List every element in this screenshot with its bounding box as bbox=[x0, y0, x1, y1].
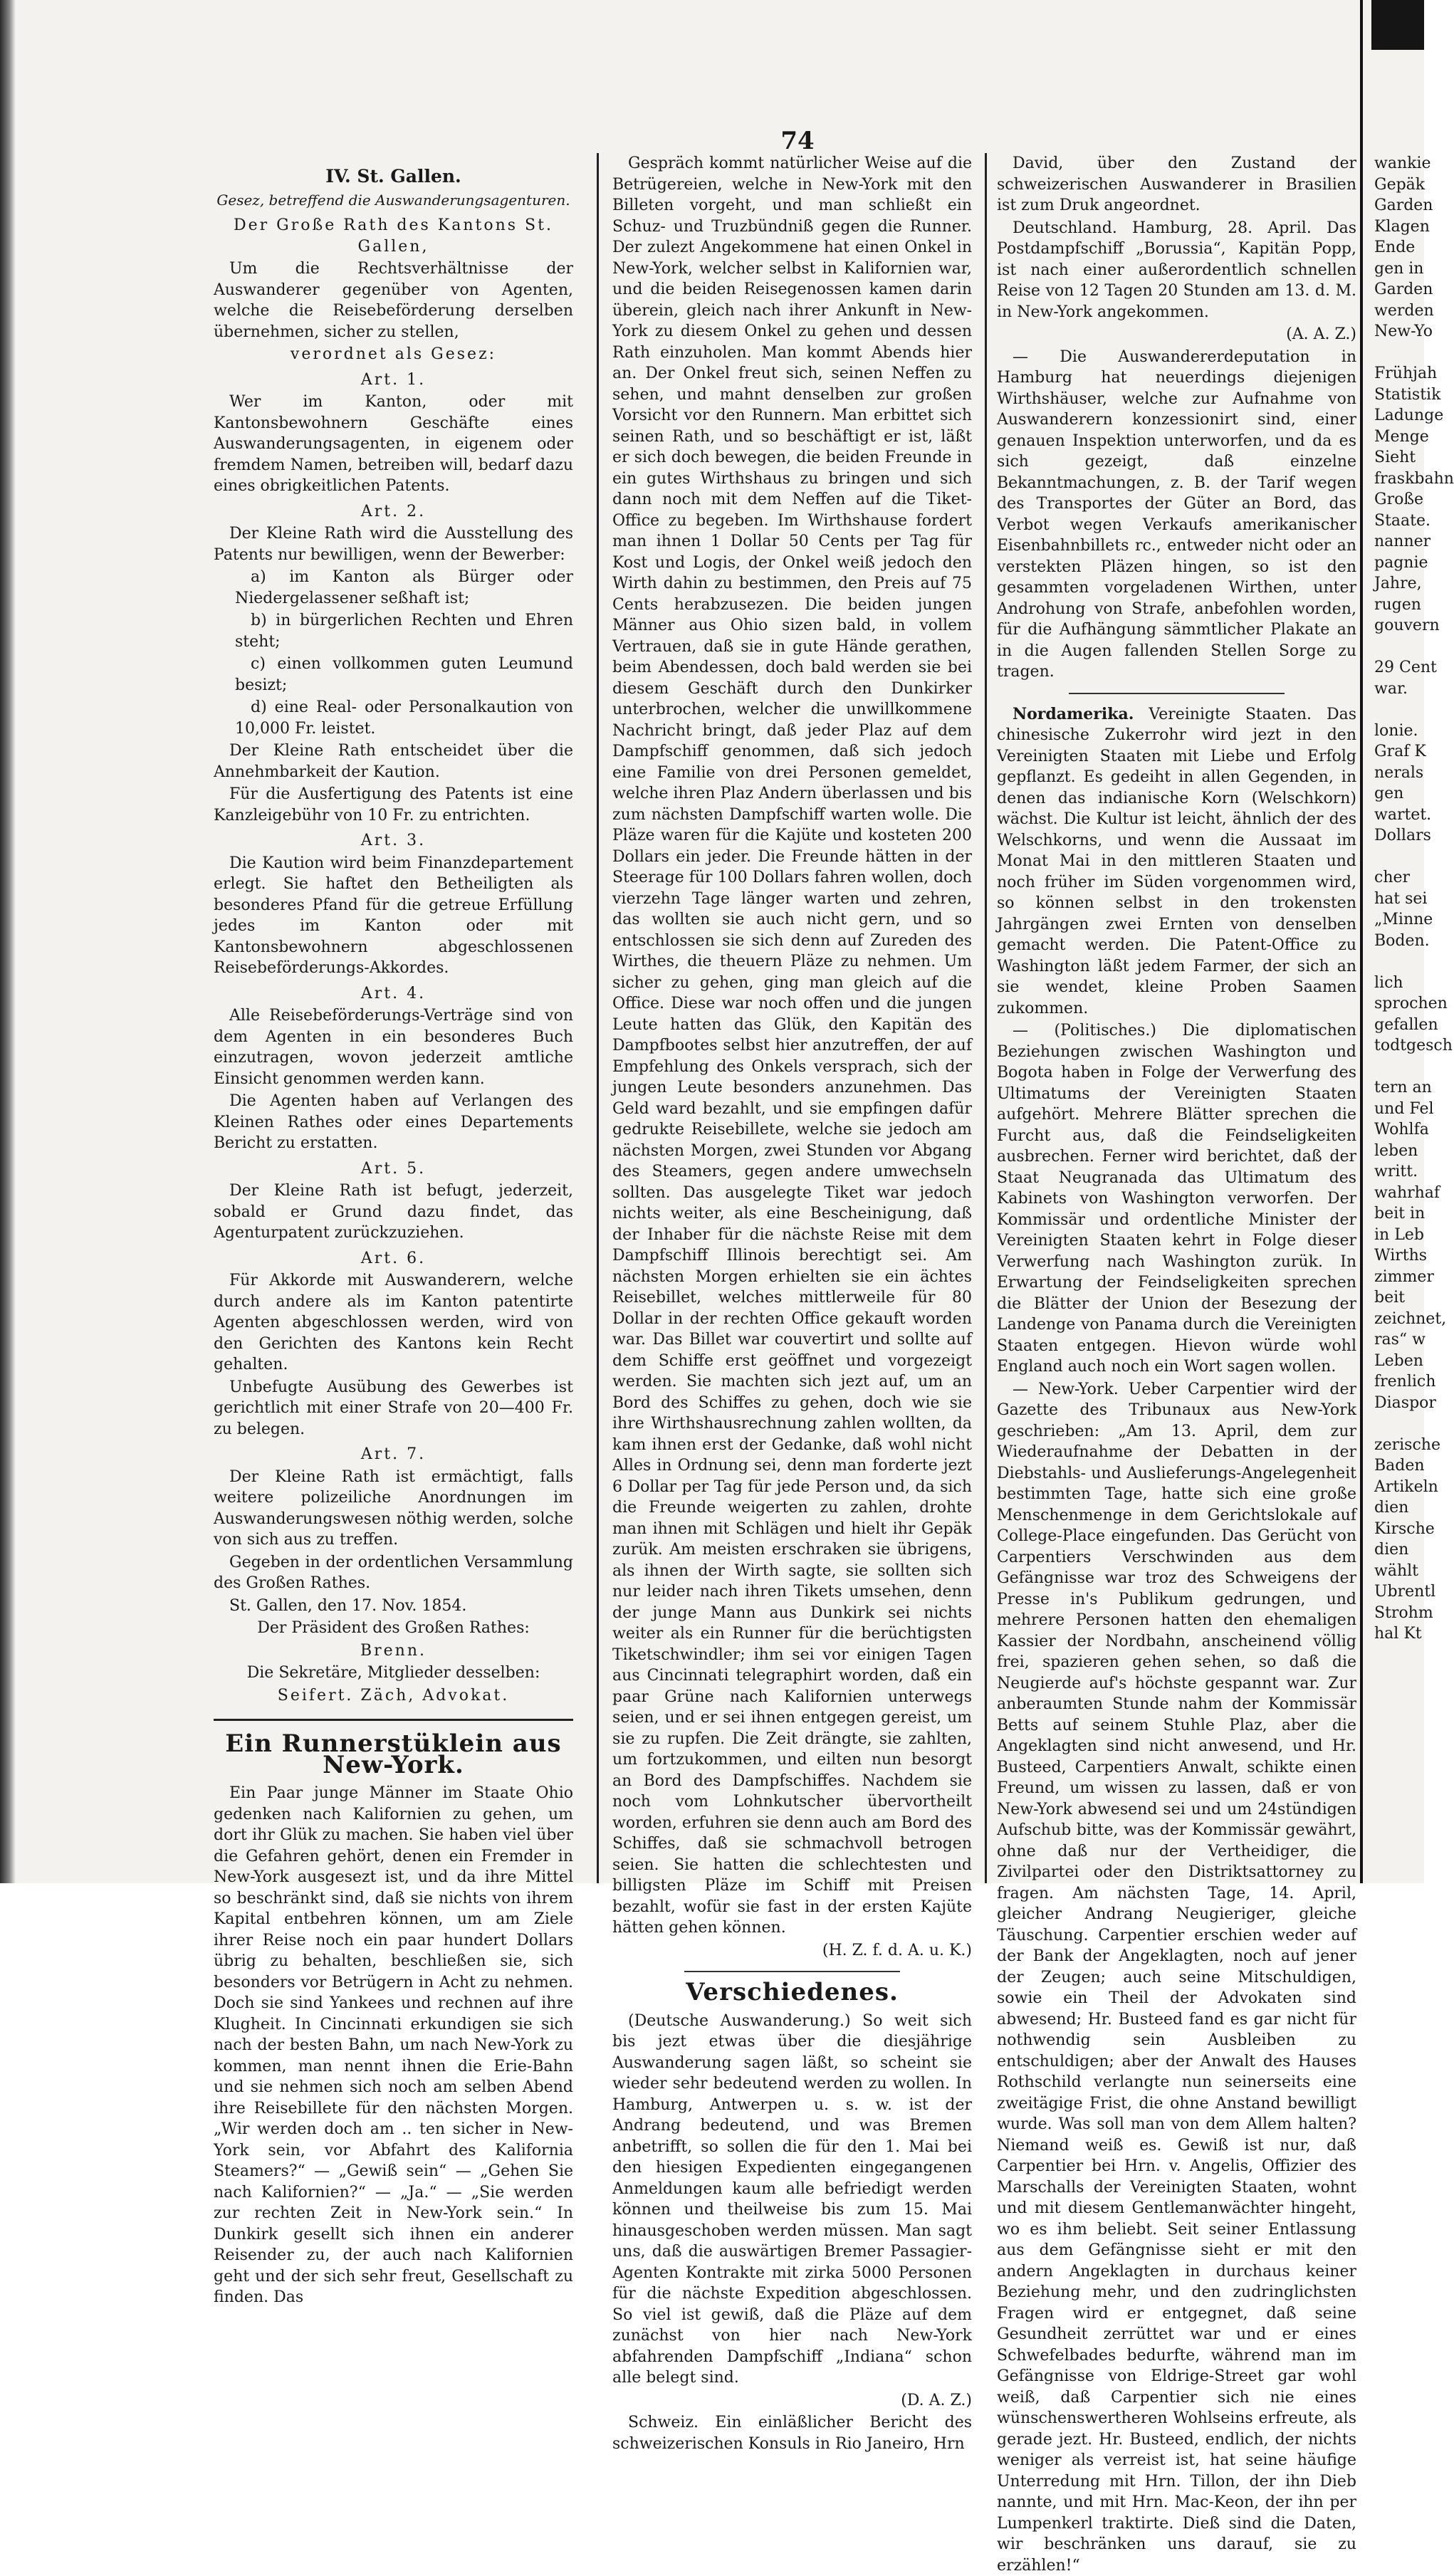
section-divider bbox=[1069, 693, 1285, 694]
edge-line: zeichnet, bbox=[1374, 1309, 1424, 1330]
edge-line: Artikeln bbox=[1374, 1477, 1424, 1498]
edge-line: Menge bbox=[1374, 426, 1424, 448]
edge-line: Gepäk bbox=[1374, 174, 1424, 196]
edge-line bbox=[1374, 637, 1424, 658]
edge-line: New-Yo bbox=[1374, 321, 1424, 342]
list-item: a) im Kanton als Bürger oder Niedergelassener seßhaft ist; bbox=[214, 567, 573, 609]
edge-line: in Leb bbox=[1374, 1225, 1424, 1246]
list-item: c) einen vollkommen guten Leumund besizt; bbox=[214, 654, 573, 696]
edge-line: wahrhaf bbox=[1374, 1183, 1424, 1204]
article-text: Der Kleine Rath entscheidet über die Annehmbarkeit der Kaution. bbox=[214, 740, 573, 782]
law-subtitle: Gesez, betreffend die Auswanderungsagenturen. bbox=[214, 190, 573, 211]
column-3 bbox=[997, 153, 1356, 1883]
news-lead: Nordamerika. bbox=[1013, 705, 1134, 723]
page-gutter-line bbox=[1360, 0, 1363, 1883]
news-paragraph: (Deutsche Auswanderung.) So weit sich bis jezt etwas über die diesjährige Auswanderung sagen läßt, so scheint sie wieder sehr bedeutend werden zu wollen. In Hamburg, Antwerpen u. s. w. ist der Andrang bedeutend, und was Bremen anbetrifft, so sollen die für den 1. Mai bei den hiesigen Expedienten eingegangenen Anmeldungen kaum alle befriedigt werden können und theilweise bis zum 15. Mai hinausgeschoben werden müssen. Man sagt uns, daß die auswärtigen Bremer Passagier-Agenten Kontrakte mit zirka 5000 Personen für die nächste Expedition abgeschlossen. So viel ist gewiß, daß die Pläze auf dem zunächst von hier nach New-York abfahrenden Dampfschiff „Indiana“ schon alle belegt sind. bbox=[612, 2011, 972, 2389]
edge-line: wählt bbox=[1374, 1561, 1424, 1582]
article-heading: Art. 2. bbox=[214, 501, 573, 523]
edge-line: und Fel bbox=[1374, 1099, 1424, 1120]
news-paragraph: — Die Auswandererdeputation in Hamburg hat neuerdings diejenigen Wirthshäuser, welche zur Aufnahme von Auswanderern konzessionirt sind, einer genauen Inspektion unterworfen, und da es sich gezeigt, daß einzelne Bekanntmachungen, z. B. der Tarif wegen des Transportes der Güter an Bord, das Verbot wegen Verkaufs amerikanischer Eisenbahnbillets rc., entweder nicht oder an verstekten Pläzen hingen, so ist den gesammten vorgeladenen Wirthen, unter Androhung von Strafe, anbefohlen worden, für die Aufhängung sämmtlicher Plakate an in die Augen fallenden Stellen Sorge zu tragen. bbox=[997, 347, 1356, 683]
edge-line: pagnie bbox=[1374, 553, 1424, 574]
story-paragraph: Gespräch kommt natürlicher Weise auf die Betrügereien, welche in New-York mit den Billeten vorgeht, und man schließt ein Schuz- und Truzbündniß gegen die Runner. Der zulezt Angekommene hat einen Onkel in New-York, welcher selbst in Kalifornien war, und die beiden Reisegenossen kamen darin überein, gleich nach ihrer Ankunft in New-York zu diesem Onkel zu gehen und dessen Rath einzuholen. Man kommt Abends hier an. Der Onkel freut sich, seinen Neffen zu sehen, und mahnt denselben zur großen Vorsicht vor den Runnern. Man erbittet sich seinen Rath, und so beschäftigt er ist, läßt er sich doch bewegen, die beiden Freunde in ein gutes Wirthshaus zu bringen und sich dann noch mit dem Neffen auf die Tiket-Office zu begeben. Im Wirthshause fordert man ihnen 1 Dollar 50 Cents per Tag für Kost und Logis, der Onkel weiß jedoch den Wirth dahin zu bestimmen, den Preis auf 75 Cents herabzusezen. Die beiden jungen Männer aus Ohio sizen bald, in vollem Vertrauen, daß sie in gute Hände gerathen, beim Abendessen, doch bald werden sie bei diesem Geschäft durch den Dunkirker unterbrochen, welcher die unwillkommene Nachricht bringt, daß jeder Plaz auf dem Dampfschiff genommen, daß sich jedoch eine Familie von drei Personen gemeldet, welche ihren Plaz Andern überlassen und bis zum nächsten Dampfschiff warten wolle. Die Pläze waren für die Kajüte und kosteten 200 Dollars ein jeder. Die Freunde hätten in der Steerage für 100 Dollars fahren wollen, doch vierzehn Tage länger warten und zehren, das wollten sie auch nicht gern, und so entschlossen sie sich denn auf Zureden des Wirthes, die theuern Pläze zu nehmen. Um sicher zu gehen, ging man gleich auf die Office. Diese war noch offen und die jungen Leute hatten das Glük, den Kapitän des Dampfbootes selbst hier anzutreffen, der auf Empfehlung des Onkels versprach, sich der jungen Leute besonders anzunehmen. Das Geld ward bezahlt, und sie empfingen dafür gedrukte Reisebillete, welche sie jedoch am nächsten Morgen, zwei Stunden vor Abgang des Steamers, gegen andere umwechseln sollten. Das ausgelegte Tiket war jedoch nichts weiter, als eine Bescheinigung, daß der Inhaber für die nächste Reise mit dem Dampfschiff Illinois berechtigt sei. Am nächsten Morgen erhielten sie ein ächtes Reisebillet, welches mittlerweile für 80 Dollar in der rechten Office gekauft worden war. Das Billet war couvertirt und sollte auf dem Schiffe erst geöffnet und vorgezeigt werden. Sie machten sich jezt auf, um an Bord des Schiffes zu gehen, doch wie sie ihre Wirthshausrechnung zahlen wollten, da kam ihnen erst der Gedanke, daß wohl nicht Alles in Ordnung sei, denn man forderte jezt 6 Dollar per Tag für jede Person und, da sich die Freunde weigerten zu zahlen, drohte man ihnen mit Schlägen und hielt ihr Gepäk zurük. Am meisten erschraken sie übrigens, als ihnen der Wirth sagte, sie sollten sich nur leider nach ihren Tikets umsehen, denn der junge Mann aus Dunkirk sei nichts weiter als ein Runner für die berüchtigsten Tiketschwindler; ihm sei vor einigen Tagen aus Cincinnati telegraphirt worden, daß ein paar Grüne nach Kalifornien unterwegs seien, und er sei ihnen entgegen gereist, um sie zu rupfen. Die Zeit drängte, sie zahlten, um fortzukommen, und eilten nun besorgt an Bord des Dampfschiffes. Nachdem sie noch vom Lohnkutscher übervortheilt worden, erfuhren sie denn auch am Bord des Schiffes, daß sie schmachvoll betrogen seien. Sie hatten die schlechtesten und billigsten Pläze im Schiff mit Preisen bezahlt, wofür sie fast in der ersten Kajüte hätten gehen können. bbox=[612, 153, 972, 1939]
dateline: St. Gallen, den 17. Nov. 1854. bbox=[214, 1596, 573, 1617]
article-text: Der Kleine Rath ist befugt, jederzeit, sobald er Grund dazu findet, das Agenturpatent zurückzuziehen. bbox=[214, 1180, 573, 1244]
decree-line: verordnet als Gesez: bbox=[214, 344, 573, 365]
edge-line: ras“ w bbox=[1374, 1329, 1424, 1351]
edge-line: lich bbox=[1374, 973, 1424, 994]
preamble: Um die Rechtsverhältnisse der Auswanderer gegenüber von Agenten, welche die Reisebeförderung derselben übernehmen, sicher zu stellen, bbox=[214, 258, 573, 342]
news-sublead: Vereinigte Staaten. bbox=[1149, 706, 1312, 723]
article-text: Alle Reisebeförderungs-Verträge sind von dem Agenten in ein besonderes Buch einzutragen, wovon jederzeit amtliche Einsicht genommen werden kann. bbox=[214, 1005, 573, 1089]
edge-line: „Minne bbox=[1374, 909, 1424, 931]
edge-line: zimmer bbox=[1374, 1267, 1424, 1288]
edge-line: cher bbox=[1374, 867, 1424, 889]
article-text: Der Kleine Rath wird die Ausstellung des Patents nur bewilligen, wenn der Bewerber: bbox=[214, 523, 573, 565]
edge-line bbox=[1374, 342, 1424, 364]
column-rule bbox=[597, 153, 599, 1883]
edge-line: fraskbahn bbox=[1374, 468, 1424, 490]
edge-line: beit bbox=[1374, 1287, 1424, 1309]
column-rule bbox=[985, 153, 987, 1883]
news-body: Das chinesische Zukerrohr wird jezt in den Vereinigten Staaten mit Liebe und Erfolg gepflanzt. Es gedeiht in allen Gegenden, in denen das indianische Korn (Welschkorn) wächst. Die Kultur ist leicht, ähnlich der des Welschkorns, und wenn die Aussaat im Monat Mai in den mittleren Staaten und noch früher im Süden vorgenommen wird, so können selbst in den trokensten Jahrgängen zwei Ernten von denselben gemacht werden. Die Patent-Office zu Washington läßt jedem Farmer, der sich an sie wendet, kleine Proben Saamen zukommen. bbox=[997, 706, 1356, 1017]
edge-line: Kirsche bbox=[1374, 1519, 1424, 1540]
edge-line: gefallen bbox=[1374, 1015, 1424, 1036]
source-citation: (H. Z. f. d. A. u. K.) bbox=[612, 1940, 972, 1962]
edge-line: wartet. bbox=[1374, 805, 1424, 826]
edge-line: Sieht bbox=[1374, 447, 1424, 468]
edge-line: Graf K bbox=[1374, 741, 1424, 763]
edge-line: Frühjah bbox=[1374, 363, 1424, 384]
edge-line: Garden bbox=[1374, 279, 1424, 300]
article-heading: Art. 4. bbox=[214, 983, 573, 1005]
edge-line: 29 Cent bbox=[1374, 657, 1424, 679]
section-divider bbox=[684, 1971, 900, 1972]
source-citation: (D. A. Z.) bbox=[612, 2390, 972, 2412]
edge-line: nerals bbox=[1374, 763, 1424, 784]
edge-line: gouvern bbox=[1374, 615, 1424, 637]
article-text: Für Akkorde mit Auswanderern, welche durch andere als im Kanton patentirte Agenten abgeschlossen werden, wird von den Gerichten des Kantons kein Recht gehalten. bbox=[214, 1270, 573, 1376]
news-paragraph: David, über den Zustand der schweizerischen Auswanderer in Brasilien ist zum Druk angeordnet. bbox=[997, 153, 1356, 216]
edge-line: tern an bbox=[1374, 1077, 1424, 1099]
edge-line: Leben bbox=[1374, 1351, 1424, 1372]
edge-line bbox=[1374, 951, 1424, 973]
story-paragraph: Ein Paar junge Männer im Staate Ohio gedenken nach Kalifornien zu gehen, um dort ihr Glük zu machen. Sie haben viel über die Gefahren gehört, denen ein Fremder in New-York ausgesezt ist, und da ihre Mittel so beschränkt sind, daß sie nichts von ihrem Kapital entbehren können, um am Ziele ihrer Reise noch ein paar hundert Dollars übrig zu behalten, beschließen sie, sich besonders vor Betrügern in Acht zu nehmen. Doch sie sind Yankees und rechnen auf ihre Klugheit. In Cincinnati erkundigen sie sich nach der besten Bahn, um nach New-York zu kommen, man nennt ihnen die Erie-Bahn und sie nehmen sich noch am selben Abend ihre Reisebillete für den nächsten Morgen. „Wir werden doch am .. ten sicher in New-York sein, vor Abfahrt des Kalifornia Steamers?“ — „Gewiß sein“ — „Gehen Sie nach Kalifornien?“ — „Ja.“ — „Sie werden zur rechten Zeit in New-York sein.“ In Dunkirk gesellt sich ihnen ein anderer Reisender zu, der auch nach Kalifornien geht und der sich sehr freut, Gesellschaft zu finden. Das bbox=[214, 1783, 573, 2308]
article-heading: Art. 6. bbox=[214, 1248, 573, 1269]
secretaries-label: Die Sekretäre, Mitglieder desselben: bbox=[214, 1663, 573, 1684]
section-title-st-gallen: IV. St. Gallen. bbox=[214, 166, 573, 187]
article-heading: Art. 3. bbox=[214, 830, 573, 852]
edge-line: lonie. bbox=[1374, 721, 1424, 742]
article-text: Die Agenten haben auf Verlangen des Kleinen Rathes oder eines Departements Bericht zu erstatten. bbox=[214, 1091, 573, 1154]
president-label: Der Präsident des Großen Rathes: bbox=[214, 1618, 573, 1639]
edge-line: gen in bbox=[1374, 258, 1424, 280]
edge-line: hat sei bbox=[1374, 889, 1424, 910]
edge-line: war. bbox=[1374, 679, 1424, 700]
edge-line: Jahre, bbox=[1374, 573, 1424, 595]
edge-line: Strohm bbox=[1374, 1603, 1424, 1624]
source-citation: (A. A. Z.) bbox=[997, 324, 1356, 345]
edge-line: Ladunge bbox=[1374, 405, 1424, 426]
edge-line: Wohlfa bbox=[1374, 1119, 1424, 1141]
edge-line bbox=[1374, 1413, 1424, 1435]
article-heading: Art. 7. bbox=[214, 1444, 573, 1465]
edge-line: frenlich bbox=[1374, 1371, 1424, 1393]
council-heading: Der Große Rath des Kantons St. Gallen, bbox=[214, 215, 573, 257]
page-corner-mark bbox=[1371, 0, 1424, 50]
article-text: Die Kaution wird beim Finanzdepartement erlegt. Sie haftet den Betheiligten als besonderes Pfand für die getreue Erfüllung jedes im Kanton oder mit Kantonsbewohnern abgeschlossenen Reisebeförderungs-Akkordes. bbox=[214, 853, 573, 979]
binding-edge bbox=[0, 0, 16, 1883]
edge-line: Statistik bbox=[1374, 384, 1424, 406]
article-text: Für die Ausfertigung des Patents ist eine Kanzleigebühr von 10 Fr. zu entrichten. bbox=[214, 784, 573, 826]
article-text: Unbefugte Ausübung des Gewerbes ist gerichtlich mit einer Strafe von 20—400 Fr. zu belegen. bbox=[214, 1377, 573, 1440]
secretaries-names: Seifert. Zäch, Advokat. bbox=[214, 1685, 573, 1707]
edge-line bbox=[1374, 1057, 1424, 1078]
list-item: b) in bürgerlichen Rechten und Ehren steht; bbox=[214, 610, 573, 652]
edge-line: hal Kt bbox=[1374, 1623, 1424, 1645]
article-text: Gegeben in der ordentlichen Versammlung des Großen Rathes. bbox=[214, 1552, 573, 1594]
adjacent-page-fragment bbox=[1374, 153, 1424, 1883]
edge-line: beit in bbox=[1374, 1203, 1424, 1225]
edge-line: Klagen bbox=[1374, 216, 1424, 238]
edge-line: Wirths bbox=[1374, 1245, 1424, 1267]
story-headline: Ein Runnerstüklein aus New-York. bbox=[214, 1734, 573, 1776]
page-number: 74 bbox=[776, 127, 819, 155]
article-text: Der Kleine Rath ist ermächtigt, falls weitere polizeiliche Anordnungen im Auswanderungswesen nöthig werden, solche von sich aus zu treffen. bbox=[214, 1467, 573, 1551]
article-text: Wer im Kanton, oder mit Kantonsbewohnern Geschäfte eines Auswanderungsagenten, in eigenem oder fremdem Namen, betreiben will, bedarf dazu eines obrigkeitlichen Patents. bbox=[214, 392, 573, 497]
section-headline: Verschiedenes. bbox=[612, 1982, 972, 2004]
edge-line: werden bbox=[1374, 300, 1424, 322]
edge-line: writt. bbox=[1374, 1161, 1424, 1183]
edge-line: Große bbox=[1374, 489, 1424, 511]
news-paragraph: — (Politisches.) Die diplomatischen Beziehungen zwischen Washington und Bogota haben in Folge der Verwerfung des Ultimatums der Vereinigten Staaten aufgehört. Mehrere Blätter sprechen die Furcht aus, daß die Feindseligkeiten ausbrechen. Ferner wird berichtet, daß der Staat Neugranada das Ultimatum des Kabinets von Washington verworfen. Der Kommissär und ordentliche Minister der Vereinigten Staaten kehrt in Folge dieser Verwerfung nach Washington zurük. In Erwartung der Feindseligkeiten sprechen die Blätter der Union der Besezung der Landenge von Panama durch die Vereinigten Staaten entgegen. Hievon würde wohl England auch noch ein Wort sagen wollen. bbox=[997, 1020, 1356, 1378]
column-2 bbox=[612, 153, 972, 1883]
edge-line: leben bbox=[1374, 1141, 1424, 1162]
list-item: d) eine Real- oder Personalkaution von 10,000 Fr. leistet. bbox=[214, 697, 573, 739]
edge-line: Dollars bbox=[1374, 825, 1424, 847]
edge-line: todtgesch bbox=[1374, 1035, 1424, 1057]
article-heading: Art. 5. bbox=[214, 1158, 573, 1180]
edge-line: nanner bbox=[1374, 531, 1424, 553]
section-divider bbox=[214, 1719, 573, 1721]
edge-line: Staate. bbox=[1374, 511, 1424, 532]
edge-line: Baden bbox=[1374, 1455, 1424, 1477]
article-heading: Art. 1. bbox=[214, 370, 573, 391]
edge-line: Boden. bbox=[1374, 931, 1424, 952]
edge-line: zerische bbox=[1374, 1435, 1424, 1456]
news-paragraph bbox=[997, 704, 1356, 1020]
column-1 bbox=[214, 153, 573, 1883]
president-name: Brenn. bbox=[214, 1640, 573, 1662]
edge-line: dien bbox=[1374, 1539, 1424, 1561]
news-paragraph: Deutschland. Hamburg, 28. April. Das Postdampfschiff „Borussia“, Kapitän Popp, ist nach einer außerordentlich schnellen Reise von 12 Tagen 20 Stunden am 13. d. M. in New-York angekommen. bbox=[997, 218, 1356, 323]
edge-line bbox=[1374, 847, 1424, 868]
edge-line: Ende bbox=[1374, 237, 1424, 258]
edge-line: dien bbox=[1374, 1497, 1424, 1519]
edge-line: gen bbox=[1374, 783, 1424, 805]
edge-line: wankie bbox=[1374, 153, 1424, 174]
edge-line: rugen bbox=[1374, 595, 1424, 616]
edge-line: Ubrentl bbox=[1374, 1581, 1424, 1603]
edge-line: Garden bbox=[1374, 195, 1424, 216]
news-paragraph: — New-York. Ueber Carpentier wird der Gazette des Tribunaux aus New-York geschrieben: „Am 13. April, dem zur Wiederaufnahme der Debatten in der Diebstahls- und Auslieferungs-Angelegenheit bestimmten Tage, hatte sich eine große Menschenmenge in dem Gerichtslokale auf College-Place eingefunden. Das Gerücht von Carpentiers Verschwinden aus dem Gefängnisse war troz des Schweigens der Presse in's Publikum gedrungen, und mehrere Personen hatten den ehemaligen Kassier der Nordbahn, anscheinend völlig frei, spazieren gehen sehen, so daß die Neugierde auf's höchste gespannt war. Zur anberaumten Stunde nahm der Kommissär Betts auf seinem Stuhle Plaz, aber die Angeklagten sind nicht anwesend, und Hr. Busteed, Carpentiers Anwalt, schikte einen Freund, um wissen zu lassen, daß er von New-York abwesend sei und um 24stündigen Aufschub bitte, was der Kommissär gewährt, ohne daß nur der Vertheidiger, die Zivilpartei oder den Distriktsattorney zu fragen. Am nächsten Tage, 14. April, gleicher Andrang Neugieriger, gleiche Täuschung. Carpentier erschien weder auf der Bank der Angeklagten, noch auf jener der Zeugen; auch seine Mitschuldigen, sowie ein Theil der Advokaten sind abwesend; Hr. Busteed fand es gar nicht für nothwendig sein Ausbleiben zu entschuldigen; aber der Anwalt des Hauses Rothschild verlangte nun seinerseits eine zweitägige Frist, die ohne Anstand bewilligt wurde. Was soll man von dem Allem halten? Niemand weiß es. Gewiß ist nur, daß Carpentier bei Hrn. v. Angelis, Offizier des Marschalls der Vereinigten Staaten, wohnt und mit diesem Gentlemanwächter hingeht, wo es ihm beliebt. Seit seiner Entlassung aus dem Gefängnisse sieht er mit den andern Angeklagten in durchaus keiner Beziehung mehr, und den zudringlichsten Fragen wird er entgegnet, daß seine Gesundheit zerrüttet war und er eines Schwefelbades bedurfte, während man im Gefängnisse von Eldrige-Street gar wohl weiß, daß Carpentier sich nie eines wünschenswertheren Wohlseins erfreute, als gerade jezt. Hr. Busteed, endlich, der nichts weniger als verreist ist, hat seine häufige Unterredung mit Hrn. Tillon, der ihn Dieb nannte, und mit Hrn. Mac-Keon, der ihn per Lumpenkerl traktirte. Dieß sind die Daten, wir beschränken uns darauf, sie zu erzählen!“ bbox=[997, 1379, 1356, 2576]
edge-line: sprochen bbox=[1374, 993, 1424, 1015]
edge-line: Diaspor bbox=[1374, 1393, 1424, 1414]
news-paragraph: Schweiz. Ein einläßlicher Bericht des schweizerischen Konsuls in Rio Janeiro, Hrn bbox=[612, 2412, 972, 2454]
edge-line bbox=[1374, 699, 1424, 721]
